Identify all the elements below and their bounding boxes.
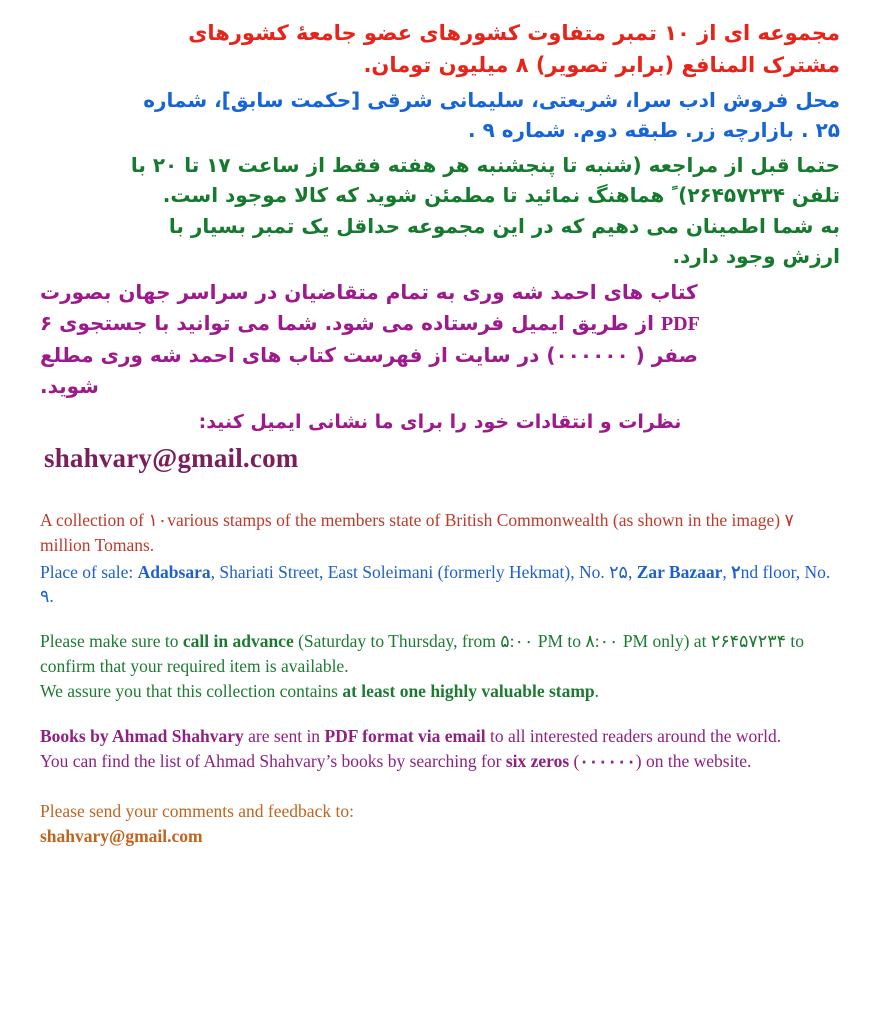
persian-call-notice-line-3: به شما اطمینان می دهیم که در این مجموعه حداقل یک تمبر بسیار با [168, 213, 840, 238]
persian-call-notice-line-4: ارزش وجود دارد. [672, 243, 840, 268]
persian-call-notice-line-2: تلفن ۲۶۴۵۷۲۳۴) ً هماهنگ نمائید تا مطمئن شوید که کالا موجود است. [162, 183, 840, 208]
english-call-mid-3: PM only) at [618, 631, 711, 652]
persian-email-address[interactable]: shahvary@gmail.com [44, 442, 299, 473]
english-search-pre: You can find the list of Ahmad Shahvary’s books by searching for [40, 750, 506, 771]
persian-call-notice-paragraph [40, 150, 840, 272]
english-phone-number: ۲۶۴۵۷۲۳۴ [710, 631, 787, 652]
english-email-address[interactable]: shahvary@gmail.com [40, 826, 203, 847]
persian-pdf-label: PDF [660, 313, 700, 336]
english-books-paragraph [40, 724, 840, 749]
english-shop-name: Adabsara [137, 561, 211, 582]
english-assurance-post: . [594, 680, 600, 701]
spacer-before-feedback [40, 773, 840, 799]
english-collection-mid: various stamps of the members state of British Commonwealth (as shown in the image) [167, 509, 785, 530]
persian-books-line-3: صفر ( ۰۰۰۰۰۰) در سایت از فهرست کتاب های احمد شه وری مطلع [40, 343, 698, 368]
english-books-post: to all interested readers around the world. [485, 725, 782, 746]
english-unit-number: ۹ [40, 586, 50, 607]
english-place-of-sale-paragraph [40, 560, 840, 610]
english-floor-pre: , [722, 561, 732, 582]
english-call-post: to confirm that your required item is available. [40, 631, 805, 677]
persian-address-line-2: ۲۵ . بازارچه زر. طبقه دوم. شماره ۹ . [468, 118, 840, 143]
persian-books-paragraph [40, 277, 840, 402]
english-assurance-pre: We assure you that this collection contains [40, 680, 343, 701]
english-pdf-email-bold: PDF format via email [324, 725, 486, 746]
english-collection-post: million Tomans. [40, 534, 155, 555]
persian-books-line-2 [40, 308, 840, 340]
english-feedback-line: Please send your comments and feedback to: [40, 801, 354, 822]
english-call-in-advance-bold: call in advance [182, 631, 294, 652]
english-open-time: ۵:۰۰ [500, 631, 534, 652]
english-call-advance-paragraph [40, 629, 840, 679]
english-six-zeros-bold: six zeros [505, 750, 570, 771]
persian-headline-line-2: مشترک المنافع (برابر تصویر) ۸ میلیون تومان. [363, 52, 840, 77]
persian-books-line-4: شوید. [40, 374, 99, 399]
persian-section [40, 18, 840, 474]
english-bazaar-name: Zar Bazaar [636, 561, 723, 582]
english-place-mid: , Shariati Street, East Soleimani (formerly Hekmat), No. [210, 561, 610, 582]
english-place-comma: , [627, 561, 637, 582]
persian-address-paragraph [40, 85, 840, 146]
english-call-mid-2: PM to [533, 631, 586, 652]
english-close-time: ۸:۰۰ [585, 631, 619, 652]
english-search-mid: ( [569, 750, 580, 771]
english-zeros-digits: ۰۰۰۰۰۰ [579, 750, 636, 771]
english-section [40, 508, 840, 849]
english-collection-paragraph [40, 508, 840, 558]
persian-call-notice-line-1: حتما قبل از مراجعه (شنبه تا پنجشنبه هر هفته فقط از ساعت ۱۷ تا ۲۰ با [130, 152, 840, 177]
english-call-mid: (Saturday to Thursday, from [293, 631, 501, 652]
english-collection-pre: A collection of [40, 509, 149, 530]
persian-headline-paragraph [40, 18, 840, 81]
english-valuable-stamp-bold: at least one highly valuable stamp [342, 680, 595, 701]
persian-books-line-2-text: از طریق ایمیل فرستاده می شود. شما می توانید با جستجوی ۶ [40, 311, 661, 336]
persian-feedback-line: نظرات و انتقادات خود را برای ما نشانی ایمیل کنید: [198, 411, 682, 434]
english-books-author-bold: Books by Ahmad Shahvary [40, 725, 244, 746]
english-search-post: ) on the website. [635, 750, 752, 771]
persian-books-line-1: کتاب های احمد شه وری به تمام متقاضیان در سراسر جهان بصورت [40, 280, 698, 305]
english-street-number: ۲۵ [609, 561, 628, 582]
english-books-mid: are sent in [243, 725, 325, 746]
spacer-after-assurance [40, 704, 840, 724]
english-floor-post: nd floor, No. [740, 561, 831, 582]
persian-headline-line-1: مجموعه ای از ۱۰ تمبر متفاوت کشورهای عضو جامعهٔ کشورهای [188, 21, 840, 45]
english-place-label: Place of sale: [40, 561, 138, 582]
english-assurance-paragraph [40, 679, 840, 704]
persian-address-line-1: محل فروش ادب سرا، شریعتی، سلیمانی شرقی [حکمت سابق]، شماره [143, 88, 840, 112]
english-price-value: ۷ [784, 509, 794, 530]
english-search-paragraph [40, 749, 840, 774]
english-stamp-count: ۱۰ [148, 509, 168, 530]
english-call-pre: Please make sure to [40, 631, 183, 652]
spacer-after-address [40, 609, 840, 629]
english-floor-number: ۲ [731, 561, 741, 582]
english-place-end: . [49, 586, 54, 607]
